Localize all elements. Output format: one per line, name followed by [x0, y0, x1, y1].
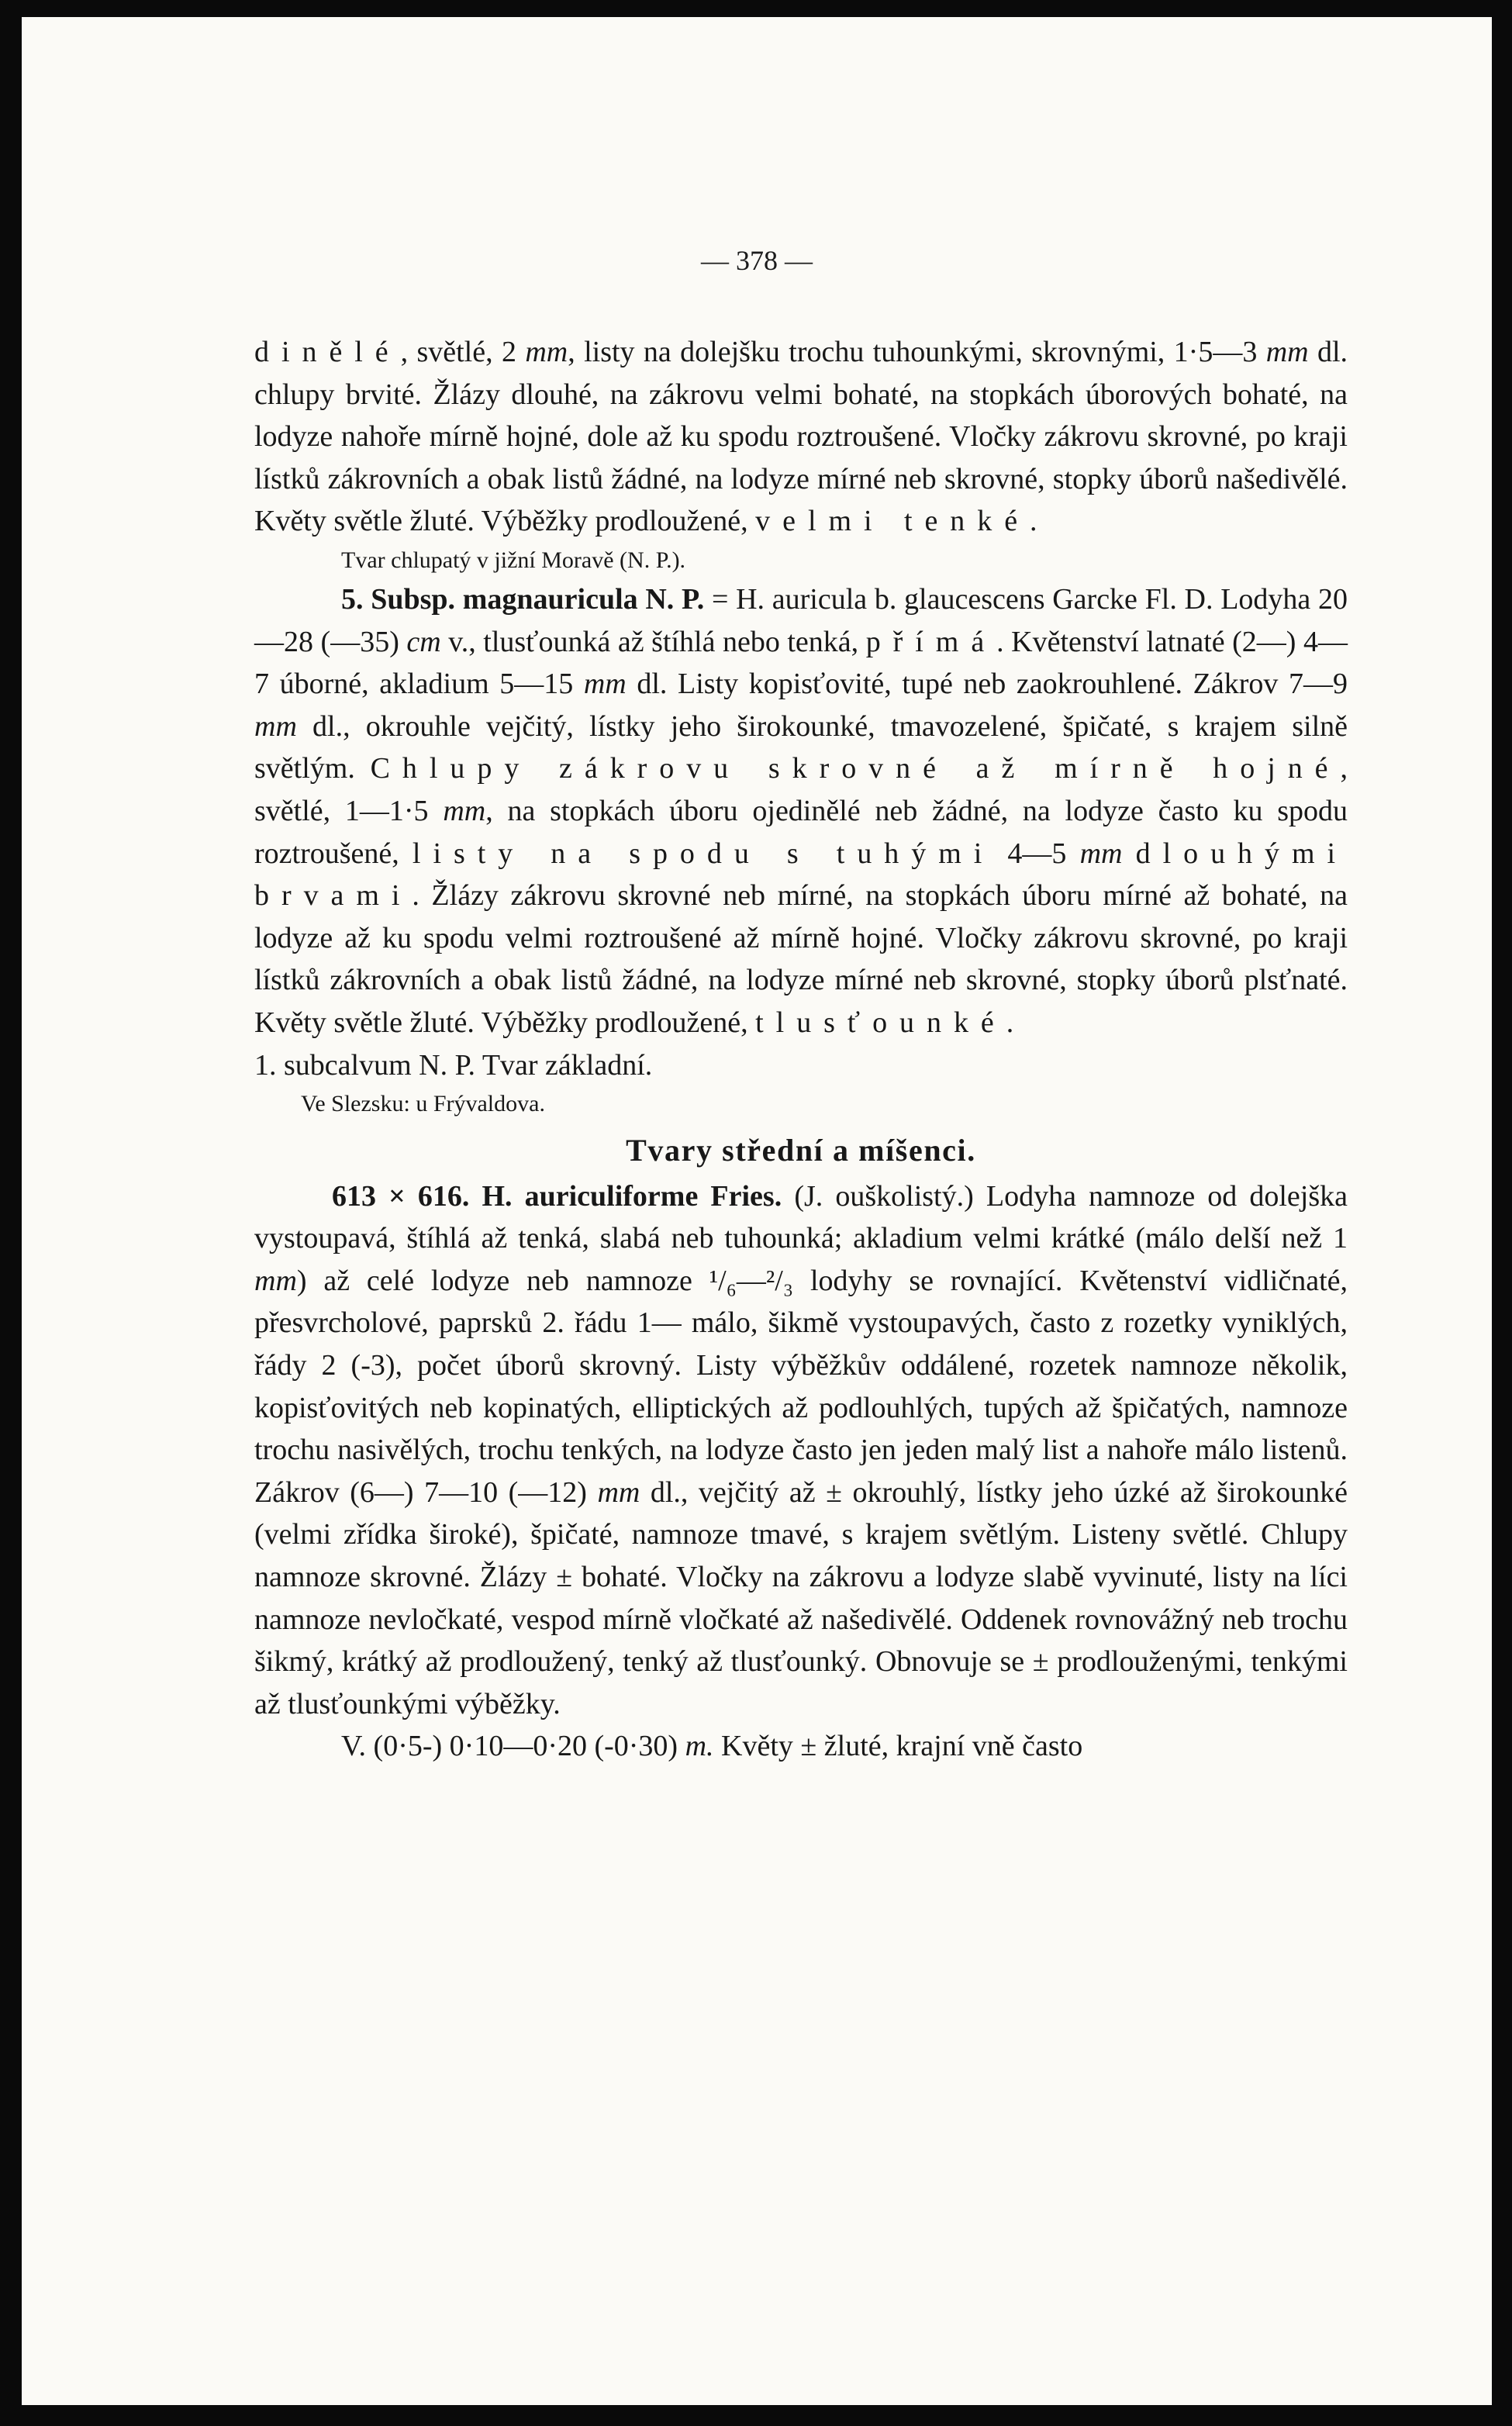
- paragraph-subspecies: 5. Subsp. magnauricula N. P. = H. auricula b. glaucescens Garcke Fl. D. Lodyha 20—28 (—35) cm v., tlusťounká až štíhlá nebo tenká, přímá. Květenství latnaté (2—) 4—7 úborné, akladium 5—15 mm dl. Listy kopisťovité, tupé neb zaokrouhlené. Zákrov 7—9 mm dl., okrouhle vejčitý, lístky jeho širokounké, tmavozelené, špičaté, s krajem silně světlým. Chlupy zákrovu skrovné až mírně hojné, světlé, 1—1·5 mm, na stopkách úboru ojedinělé neb žádné, na lodyze často ku spodu roztroušené, listy na spodu s tuhými 4—5 mm dlouhými brvami. Žlázy zákrovu skrovné neb mírné, na stopkách úboru mírné až bohaté, na lodyze až ku spodu velmi roztroušené až mírně hojné. Vločky zákrovu skrovné, po kraji lístků zákrovních a obak listů žádné, na lodyze mírné neb skrovné, stopky úborů plsťnaté. Květy světle žluté. Výběžky prodloužené, tlusťounké.: [254, 582, 1348, 1039]
- page-number: — 378 —: [701, 245, 813, 276]
- paragraph-hybrid: 613 × 616. H. auriculiforme Fries. (J. ouškolistý.) Lodyha namnoze od dolejška vystoupavá, štíhlá až tenká, slabá neb tuhounká; akladium velmi krátké (málo delší než 1 mm) až celé lodyze neb namnoze ¹/₆—²/₃ lodyhy se rovnající. Květenství vidličnaté, přesvrcholové, paprsků 2. řádu 1— málo, šikmě vystoupavých, často z rozetky vyniklých, řády 2 (-3), počet úborů skrovný. Listy výběžkův oddálené, rozetek namnoze několik, kopisťovitých neb kopinatých, elliptických až podlouhlých, tupých až špičatých, namnoze trochu nasivělých, trochu tenkých, na lodyze často jen jeden malý list a nahoře málo listenů. Zákrov (6—) 7—10 (—12) mm dl., vejčitý až ± okrouhlý, lístky jeho úzké až širokounké (velmi zřídka široké), špičaté, namnoze tmavé, s krajem světlým. Listeny světlé. Chlupy namnoze skrovné. Žlázy ± bohaté. Vločky na zákrovu a lodyze slabě vyvinuté, listy na líci namnoze nevločkaté, vespod mírně vločkaté až našedivělé. Oddenek rovnovážný neb trochu šikmý, krátký až prodloužený, tenký až tlusťounký. Obnovuje se ± prodlouženými, tenkými až tlusťounkými výběžky.: [254, 1179, 1348, 1720]
- section-heading: Tvary střední a míšenci.: [626, 1133, 976, 1168]
- paragraph-continuation: dinělé, světlé, 2 mm, listy na dolejšku trochu tuhounkými, skrovnými, 1·5—3 mm dl. chlupy brvité. Žlázy dlouhé, na zákrovu velmi bohaté, na stopkách úborových bohaté, na lodyze nahoře mírně hojné, dole až ku spodu roztroušené. Vločky zákrovu skrovné, po kraji lístků zákrovních a obak listů žádné, na lodyze mírné neb skrovné, stopky úborů našedivělé. Květy světle žluté. Výběžky prodloužené, velmi tenké.: [254, 336, 1348, 538]
- locality-note: Tvar chlupatý v jižní Moravě (N. P.).: [341, 547, 686, 573]
- paragraph-last: V. (0·5-) 0·10—0·20 (-0·30) m. Květy ± žluté, krajní vně často: [341, 1730, 1083, 1763]
- document-page: [22, 17, 1492, 2405]
- text-body: [254, 331, 1348, 1768]
- locality-note: Ve Slezsku: u Frývaldova.: [301, 1091, 545, 1117]
- variety-line: 1. subcalvum N. P. Tvar základní.: [254, 1048, 653, 1082]
